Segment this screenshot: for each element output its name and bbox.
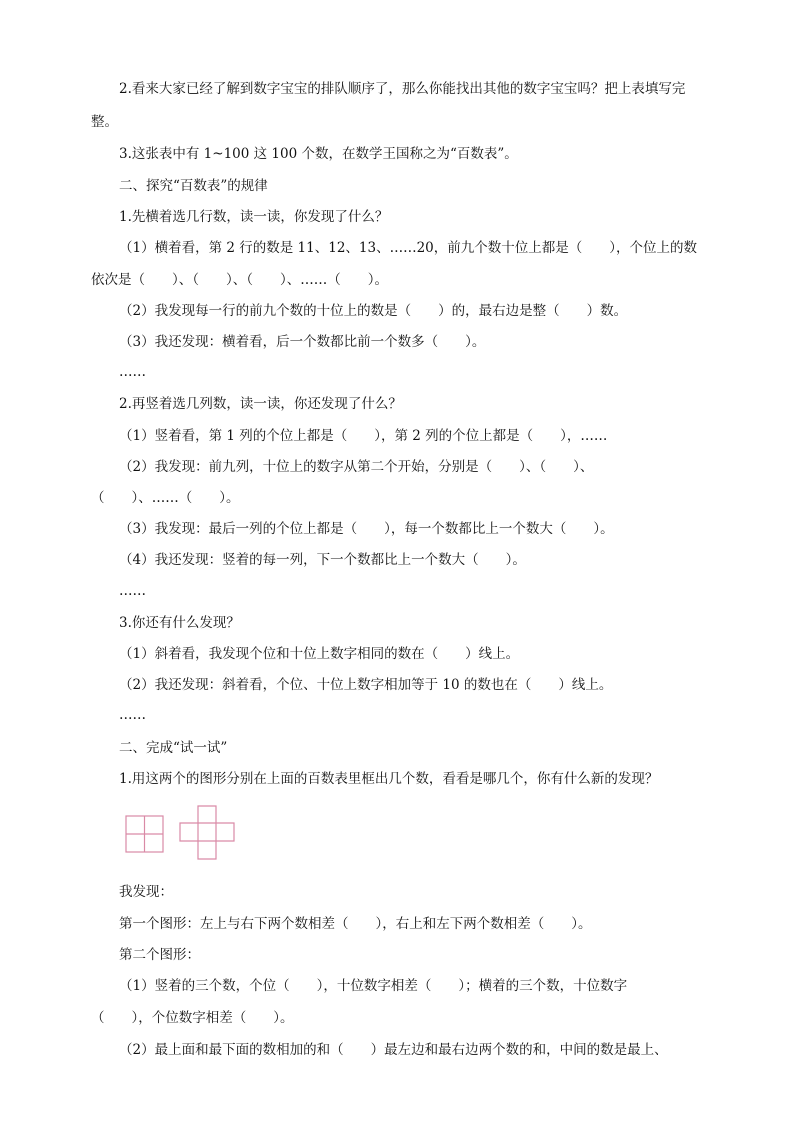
text-line: 2.看来大家已经了解到数字宝宝的排队顺序了，那么你能找出其他的数字宝宝吗？把上表填写完 [119, 81, 686, 97]
question-heading: 1.用这两个的图形分别在上面的百数表里框出几个数，看看是哪几个，你有什么新的发现？ [119, 771, 659, 787]
text-line: 3.这张表中有 1~100 这 100 个数，在数学王国称之为“百数表”。 [119, 146, 518, 162]
ellipsis: …… [119, 364, 146, 380]
text-line: （3）我还发现：横着看，后一个数都比前一个数多（ ）。 [119, 334, 486, 350]
question-heading: 2.再竖着选几列数，读一读，你还发现了什么？ [119, 396, 402, 412]
text-line: （1）竖着的三个数，个位（ ），十位数字相差（ ）；横着的三个数，十位数字 [119, 978, 628, 994]
cross-shape [180, 806, 234, 859]
text-line: （2）最上面和最下面的数相加的和（ ）最左边和最右边两个数的和，中间的数是最上、 [119, 1042, 668, 1058]
question-heading: 1.先横着选几行数，读一读，你发现了什么？ [119, 209, 389, 225]
text-line: 第一个图形：左上与右下两个数相差（ ），右上和左下两个数相差（ ）。 [119, 916, 592, 932]
text-line: （3）我发现：最后一列的个位上都是（ ），每一个数都比上一个数大（ ）。 [119, 521, 614, 537]
section-heading: 二、完成“试一试” [119, 740, 228, 756]
ellipsis: …… [119, 583, 146, 599]
text-line: 第二个图形： [119, 947, 200, 963]
text-line: 整。 [91, 114, 118, 130]
section-heading: 二、探究“百数表”的规律 [119, 178, 268, 194]
text-line: 依次是（ ）、（ ）、（ ）、……（ ）。 [91, 272, 388, 288]
text-line: （1）竖着看，第 1 列的个位上都是（ ），第 2 列的个位上都是（ ），…… [119, 428, 608, 444]
ellipsis: …… [119, 707, 146, 723]
text-line: 我发现： [119, 884, 173, 900]
square-2x2-shape [126, 816, 163, 852]
text-line: （ ）、……（ ）。 [91, 490, 240, 506]
text-line: （4）我还发现：竖着的每一列，下一个数都比上一个数大（ ）。 [119, 552, 526, 568]
text-line: （2）我发现：前九列，十位上的数字从第二个开始，分别是（ ）、（ ）、 [119, 459, 594, 475]
text-line: （2）我发现每一行的前九个数的十位上的数是（ ）的，最右边是整（ ）数。 [119, 303, 628, 319]
text-line: （1）横着看，第 2 行的数是 11、12、13、……20，前九个数十位上都是（ ），个位上的数 [119, 240, 698, 256]
question-heading: 3.你还有什么发现？ [119, 615, 240, 631]
text-line: （1）斜着看，我发现个位和十位上数字相同的数在（ ）线上。 [119, 646, 520, 662]
text-line: （ ），个位数字相差（ ）。 [91, 1010, 294, 1026]
text-line: （2）我还发现：斜着看，个位、十位上数字相加等于 10 的数也在（ ）线上。 [119, 677, 613, 693]
grid-shapes-figure [124, 804, 239, 862]
